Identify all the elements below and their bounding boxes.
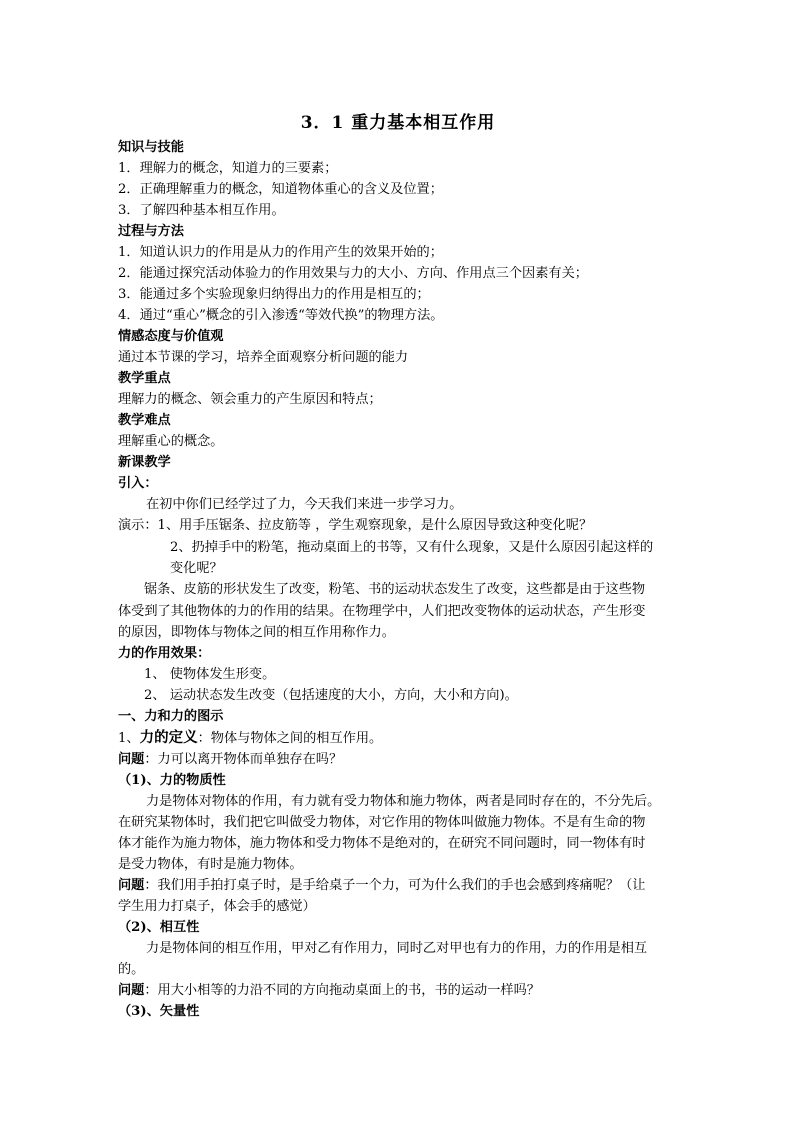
question-text: ：用大小相等的力沿不同的方向拖动桌面上的书，书的运动一样吗？ [144,983,540,998]
process-item: 2．能通过探究活动体验力的作用效果与力的大小、方向、作用点三个因素有关； [118,266,588,281]
heading-attitude: 情感态度与价值观 [118,329,224,344]
knowledge-item: 3．了解四种基本相互作用。 [118,203,285,218]
heading-vector: （3)、矢量性 [118,1004,200,1019]
question-text: ：我们用手拍打桌子时，是手给桌子一个力，可为什么我们的手也会感到疼痛呢？（让 [144,878,646,893]
effect-item: 2、 运动状态发生改变（包括速度的大小，方向，大小和方向)。 [144,688,518,703]
heading-section-1: 一、力和力的图示 [118,709,224,724]
knowledge-item: 2．正确理解重力的概念，知道物体重心的含义及位置； [118,182,443,197]
knowledge-item: 1．理解力的概念，知道力的三要素； [118,161,338,176]
demo-line-1: 演示：1、用手压锯条、拉皮筋等 ，学生观察现象，是什么原因导致这种变化呢？ [118,518,593,533]
keypoint-text: 理解力的概念、领会重力的产生原因和特点； [118,392,382,407]
paragraph-line: 的。 [118,962,145,977]
heading-keypoint: 教学重点 [118,371,171,386]
heading-process: 过程与方法 [118,224,184,239]
effect-item: 1、 使物体发生形变。 [144,667,276,682]
process-item: 1．知道认识力的作用是从力的作用产生的效果开始的； [118,245,443,260]
intro-text: 在初中你们已经学过了力，今天我们来进一步学习力。 [146,497,463,512]
page-title: 3．1 重力基本相互作用 [300,113,496,133]
paragraph-line: 在研究某物体时，我们把它叫做受力物体，对它作用的物体叫做施力物体。不是有生命的物 [118,815,646,830]
question-line [118,981,540,1001]
question-line [118,750,342,770]
question-line [118,876,646,896]
heading-difficulty: 教学难点 [118,413,171,428]
question-label: 问题 [118,878,145,893]
definition-text: ：物体与物体之间的相互作用。 [197,731,383,746]
paragraph-line: 体才能作为施力物体，施力物体和受力物体不是绝对的，在研究不同问题时，同一物体有时 [118,836,646,851]
definition-number: 1、 [118,731,140,746]
heading-new-lesson: 新课教学 [118,455,171,470]
process-item: 4．通过“重心”概念的引入渗透“等效代换”的物理方法。 [118,308,444,323]
definition-label: 力的定义 [139,729,198,746]
process-item: 3．能通过多个实验现象归纳得出力的作用是相互的； [118,287,430,302]
definition-line [118,728,382,749]
question-label: 问题 [118,983,145,998]
heading-effect: 力的作用效果： [118,646,211,661]
heading-knowledge: 知识与技能 [118,140,184,155]
difficulty-text: 理解重心的概念。 [118,434,224,449]
question-text: ：力可以离开物体而单独存在吗？ [144,752,343,767]
paragraph-line: 力是物体对物体的作用，有力就有受力物体和施力物体，两者是同时存在的，不分先后。 [146,794,661,809]
question-label: 问题 [118,752,145,767]
question-line-cont: 学生用力打桌子，体会手的感觉） [118,899,316,914]
demo-line-2-cont: 变化呢？ [170,561,223,576]
paragraph-line: 的原因，即物体与物体之间的相互作用称作力。 [118,625,395,640]
paragraph-line: 体受到了其他物体的力的作用的结果。在物理学中，人们把改变物体的运动状态，产生形变 [118,604,646,619]
paragraph-line: 力是物体间的相互作用，甲对乙有作用力，同时乙对甲也有力的作用，力的作用是相互 [146,941,648,956]
paragraph-line: 锯条、皮筋的形状发生了改变，粉笔、书的运动状态发生了改变，这些都是由于这些物 [144,582,646,597]
heading-intro: 引入： [118,476,158,491]
heading-mutuality: （2)、相互性 [118,920,200,935]
demo-line-2: 2、扔掉手中的粉笔，拖动桌面上的书等，又有什么现象，又是什么原因引起这样的 [170,540,654,555]
heading-materiality: （1)、力的物质性 [118,773,226,788]
attitude-text: 通过本节课的学习，培养全面观察分析问题的能力 [118,350,409,365]
paragraph-line: 是受力物体，有时是施力物体。 [118,857,303,872]
